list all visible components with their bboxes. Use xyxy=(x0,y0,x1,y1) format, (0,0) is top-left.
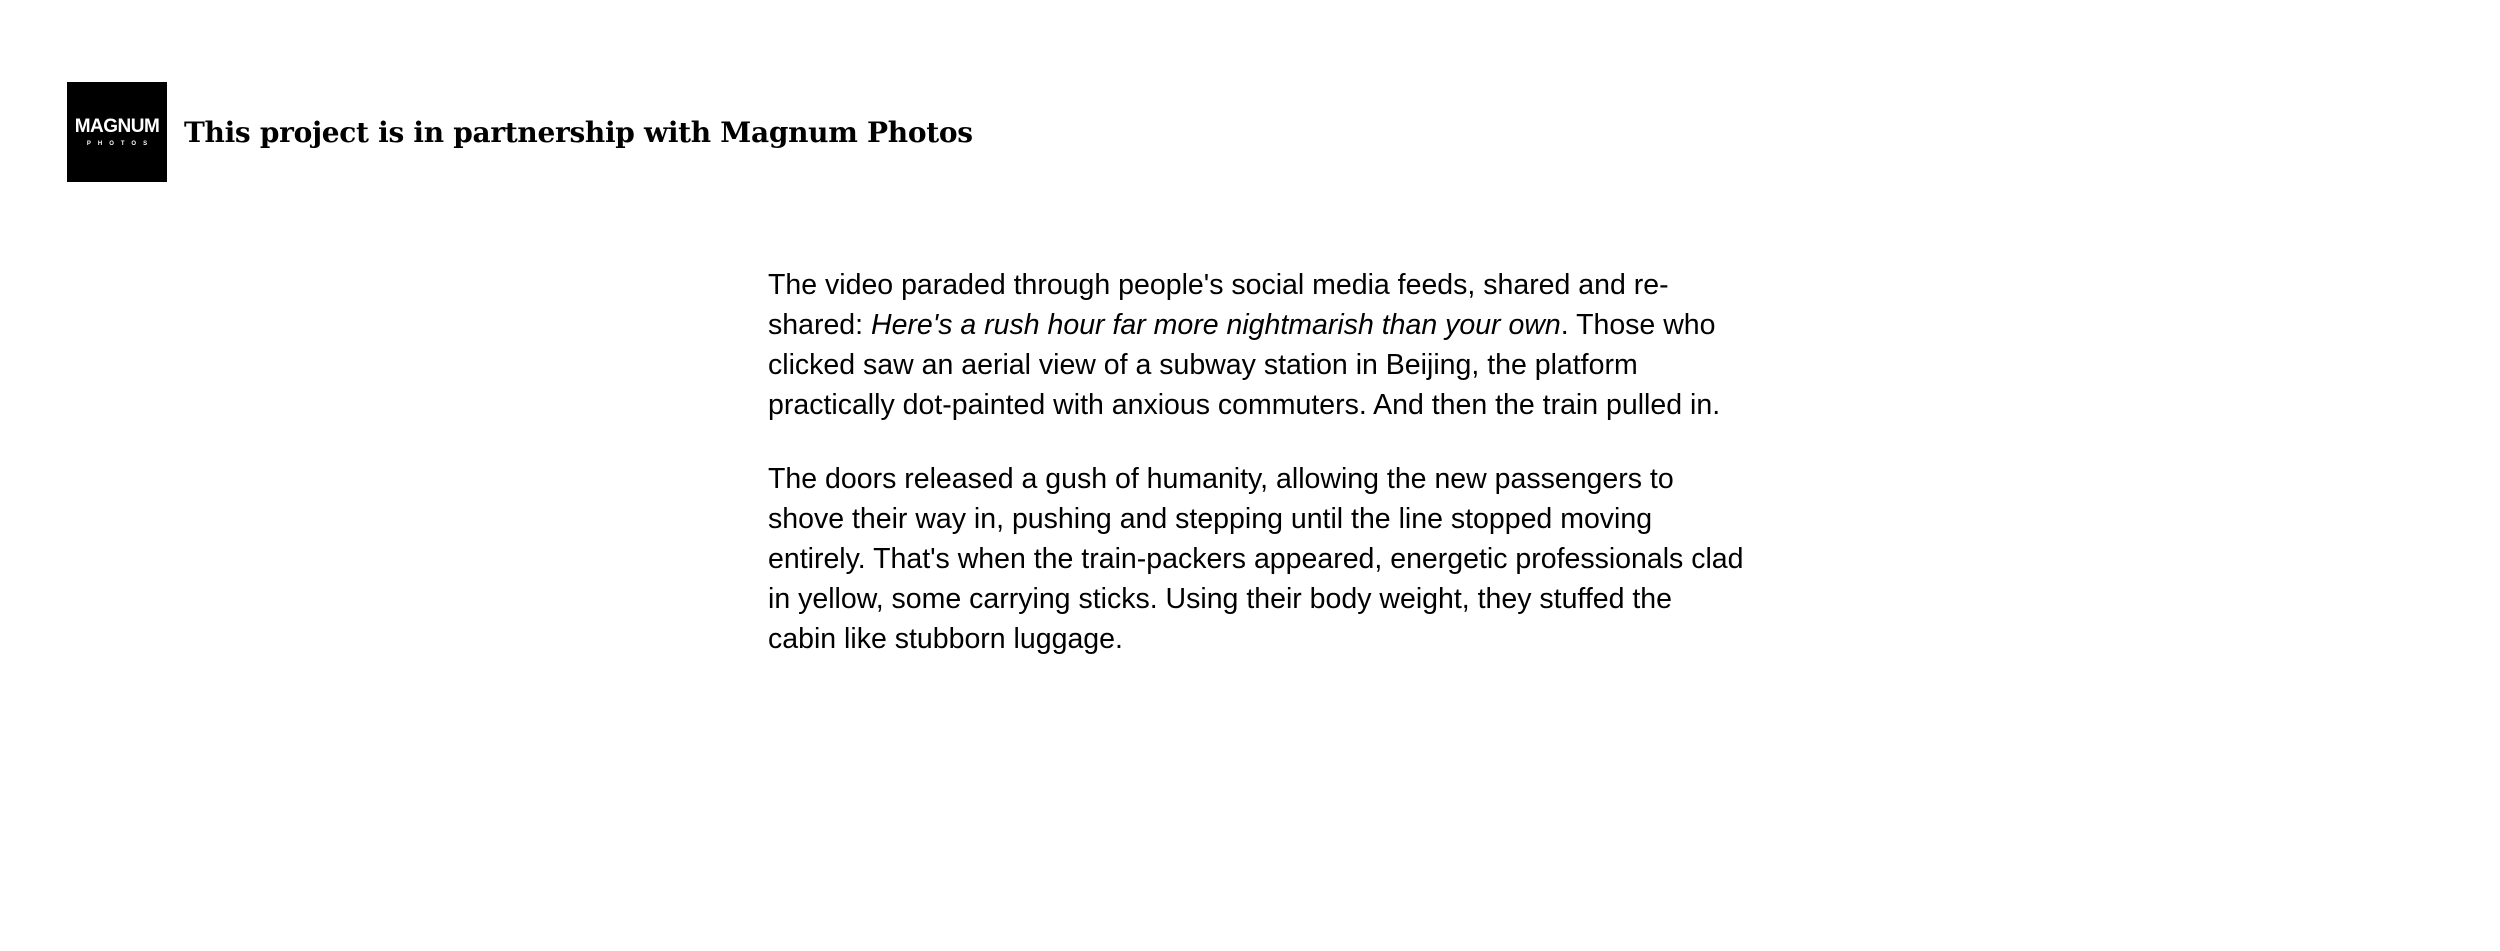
paragraph-1-italic-quote: Here's a rush hour far more nightmarish than your own xyxy=(870,309,1561,341)
article-paragraph-2: The doors released a gush of humanity, allowing the new passengers to shove their way in, pushing and stepping until the line stopped moving entirely. That's when the train-packers appeared, energetic professionals clad in yellow, some carrying sticks. Using their body weight, they stuffed the cabin like stubborn luggage. xyxy=(768,463,1744,655)
article-paragraph-1 xyxy=(768,265,1748,425)
article-body xyxy=(768,265,1748,693)
logo-wordmark: MAGNUM xyxy=(74,116,160,137)
paragraph-1-text-end: . Those who clicked saw an aerial view of a subway station in Beijing, the platform practically dot-painted with anxious commuters. And then the train pulled in. xyxy=(768,309,1721,421)
magnum-photos-logo[interactable] xyxy=(67,82,167,182)
logo-subtext: PHOTOS xyxy=(86,141,155,147)
partnership-text: This project is in partnership with Magnum Photos xyxy=(184,115,973,149)
paragraph-1-text-start: The video paraded through people's social media feeds, shared and re-shared: xyxy=(768,269,1669,341)
partner-banner xyxy=(67,82,973,182)
